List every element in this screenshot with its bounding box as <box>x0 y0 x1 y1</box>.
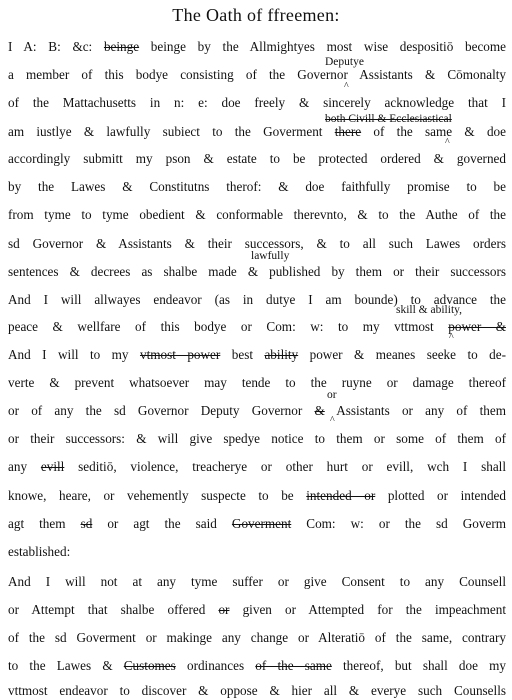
line-text: plotted or intended <box>375 488 506 503</box>
line-text: given or Attempted for the impeachment <box>229 602 507 617</box>
text-line <box>8 347 506 363</box>
text-line <box>8 151 506 167</box>
struck-text: of the same <box>255 658 332 673</box>
line-text: Assistants or any of them <box>324 403 506 418</box>
text-line <box>8 124 506 140</box>
struck-text: & <box>314 403 325 418</box>
line-text: any <box>8 459 41 474</box>
struck-text: beinge <box>103 39 140 54</box>
struck-text: vtmost power <box>139 347 221 362</box>
text-line <box>8 403 506 419</box>
line-text: am iustlye & lawfully subiect to the Goverment <box>8 124 335 139</box>
struck-text: Customes <box>123 658 176 673</box>
line-text: or agt the said <box>92 516 232 531</box>
text-line <box>8 67 506 83</box>
text-line <box>8 574 506 590</box>
insertion-lawfully: lawfully <box>251 250 290 262</box>
struck-text: evill <box>40 459 65 474</box>
struck-text: or <box>218 602 230 617</box>
text-line <box>8 207 506 223</box>
struck-text: ability <box>264 347 299 362</box>
line-text: sentences & decrees as shalbe made & published by them or their successors <box>8 264 506 279</box>
insertion-caret: ^ <box>344 81 349 92</box>
insertion-civill: both Civill & Ecclesiastical <box>325 113 452 125</box>
line-text: knowe, heare, or vehemently suspecte to be <box>8 488 307 503</box>
insertion-caret: ^ <box>449 332 454 343</box>
insertion-deputye: Deputye <box>325 56 364 68</box>
line-text: power & meanes seeke to de- <box>298 347 506 362</box>
insertion-skill: skill & ability, <box>396 304 463 316</box>
text-line <box>8 39 506 55</box>
text-line <box>8 602 506 618</box>
line-text: best <box>220 347 265 362</box>
line-text: ordinances <box>175 658 256 673</box>
line-text: thereof, but shall doe my <box>331 658 506 673</box>
line-text: of the sd Goverment or makinge any change or Alteratiō of the same, contrary <box>8 630 506 645</box>
text-line <box>8 459 506 475</box>
line-text: by the Lawes & Constitutns therof: & doe faithfully promise to be <box>8 179 506 194</box>
text-line <box>8 264 506 280</box>
line-text: established: <box>8 544 71 559</box>
line-text: or Attempt that shalbe offered <box>8 602 219 617</box>
line-text: of the Mattachusetts in n: e: doe freely & sincerely acknowledge that I <box>8 95 506 110</box>
line-text: seditiō, violence, treacherye or other hurt or evill, wch I shall <box>64 459 506 474</box>
struck-text: sd <box>80 516 93 531</box>
line-text: verte & prevent whatsoever may tende to the ruyne or damage thereof <box>8 375 506 390</box>
line-text: vttmost endeavor to discover & oppose & hier all & everye such Counsells <box>8 683 506 698</box>
struck-text: power & <box>448 319 506 334</box>
line-text: to the Lawes & <box>8 658 124 673</box>
line-text: And I will to my <box>8 347 140 362</box>
line-text: I A: B: &c: <box>8 39 104 54</box>
line-text: agt them <box>8 516 81 531</box>
line-text: And I will allwayes endeavor (as in dutye I am bounde) to advance the <box>8 292 506 307</box>
text-line <box>8 630 506 646</box>
line-text: of the same & doe <box>361 124 506 139</box>
text-line <box>8 95 506 111</box>
text-line <box>8 431 506 447</box>
line-text: accordingly submitt my pson & estate to be protected ordered & governed <box>8 151 506 166</box>
line-text: a member of this bodye consisting of the Governor Assistants & Cōmonalty <box>8 67 506 82</box>
text-line <box>8 683 506 699</box>
struck-text: Goverment <box>231 516 292 531</box>
text-line <box>8 179 506 195</box>
page-title: The Oath of ffreemen: <box>172 5 340 25</box>
line-text: peace & wellfare of this bodye or Com: w: to my vttmost <box>8 319 449 334</box>
insertion-caret: ^ <box>330 415 335 426</box>
line-text: Com: w: or the sd Goverm <box>291 516 506 531</box>
insertion-or: or <box>327 389 337 401</box>
text-line <box>8 375 506 391</box>
line-text: sd Governor & Assistants & their successors, & to all such Lawes orders <box>8 236 506 251</box>
line-text: or their successors: & will give spedye notice to them or some of them of <box>8 431 506 446</box>
line-text: from tyme to tyme obedient & conformable therevnto, & to the Authe of the <box>8 207 506 222</box>
text-line <box>8 488 506 504</box>
text-line <box>8 319 506 335</box>
text-line <box>8 658 506 674</box>
line-text: or of any the sd Governor Deputy Governor <box>8 403 315 418</box>
line-text: And I will not at any tyme suffer or give Consent to any Counsell <box>8 574 506 589</box>
text-line <box>8 516 506 532</box>
struck-text: there <box>334 124 362 139</box>
text-line <box>8 544 506 560</box>
struck-text: intended or <box>306 488 376 503</box>
line-text: beinge by the Allmightyes most wise despositiō become <box>139 39 507 54</box>
insertion-caret: ^ <box>445 137 450 148</box>
